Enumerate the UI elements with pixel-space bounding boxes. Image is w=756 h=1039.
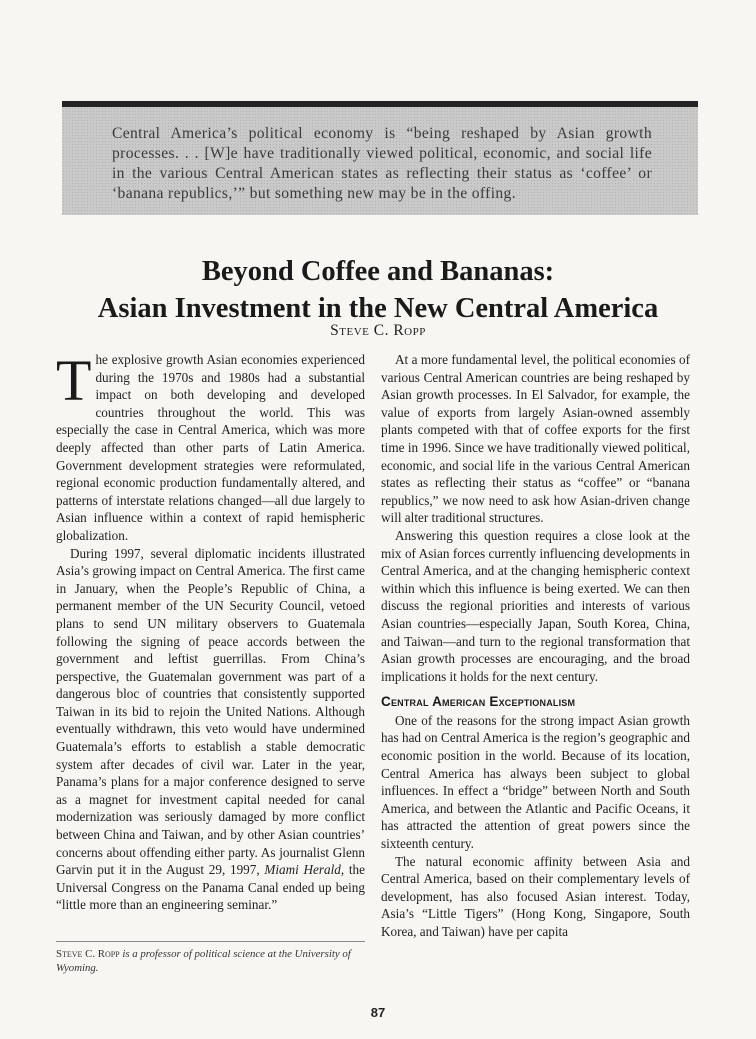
page-number: 87 — [370, 1005, 386, 1020]
paragraph: Answering this question requires a close look at the mix of Asian forces currently influencing developments in Central America, and at the changing hemispheric context within which this influence is being exerted. We can then discuss the regional priorities and interests of various Asian countries—especially Japan, South Korea, China, and Taiwan—and turn to the regional transformation that Asian growth processes are encouraging, and the broad implications it holds for the next century. — [381, 527, 690, 684]
paragraph-text: During 1997, several diplomatic incidents illustrated Asia’s growing impact on Central America. The first came in January, when the People’s Republic of China, a permanent member of the UN Security Council, vetoed plans to send UN military observers to Guatemala following the signing of peace accords between the government and leftist guerrillas. From China’s perspective, the Guatemalan government was part of a dangerous bloc of countries that consistently supported Taiwan in its bid to rejoin the United Nations. Although eventually withdrawn, this veto would have undermined Guatemala’s efforts to establish a stable democratic system after decades of civil war. Later in the year, Panama’s plans for a major conference designed to serve as a magnet for investment capital needed for canal modernization was seriously damaged by more conflict between China and Taiwan, and by other Asian countries’ concerns about offending either party. As journalist Glenn Garvin put it in the August 29, 1997, — [56, 545, 365, 878]
paragraph: The natural economic affinity between Asia and Central America, based on their complementary levels of development, has also focused Asian interest. Today, Asia’s “Little Tigers” (Hong Kong, Singapore, South Korea, and Taiwan) have per capita — [381, 853, 690, 939]
paragraph-text: the Universal Congress on the Panama Canal ended up being “little more than an engineering seminar.” — [56, 862, 366, 913]
paragraph: At a more fundamental level, the political economies of various Central American countries are being reshaped by Asian growth processes. In El Salvador, for example, the value of exports from largely Asian-owned assembly plants competed with that of coffee exports for the first time in 1996. Since we have traditionally viewed political, economic, and social life in the various Central American states as reflecting their status as “coffee” or “banana republics,” we now need to ask how Asian-driven change will alter traditional structures. — [381, 352, 690, 526]
title-line-2: Asian Investment in the New Central America — [97, 293, 659, 324]
right-column — [381, 351, 690, 941]
paragraph-text: he explosive growth Asian economies experienced during the 1970s and 1980s had a substantial impact on both developing and developed countries throughout the world. This was especially the case in Central America, which was more deeply affected than other parts of Latin America. Government development strategies were reformulated, regional economic production fundamentally altered, and patterns of interstate relations changed—all due largely to Asian influence within a context of rapid hemispheric globalization. — [56, 352, 365, 543]
footnote-text: is a professor of political science at the University of Wyoming. — [56, 948, 351, 974]
left-column — [56, 348, 366, 914]
footnote-author-name: Steve C. Ropp — [56, 948, 120, 960]
newspaper-name: Miami Herald, — [264, 862, 345, 878]
paragraph — [56, 545, 365, 914]
pullquote: Central America’s political economy is “being reshaped by Asian growth processes. . . [W]e have traditionally viewed political, economic, and social life in the various Central American states as reflecting their status as ‘coffee’ or ‘banana republics,’” but something new may be in the offing. — [112, 125, 652, 202]
author-footnote — [56, 948, 365, 975]
paragraph — [56, 348, 365, 545]
section-heading: Central American Exceptionalism — [381, 694, 576, 710]
drop-cap: T — [56, 348, 92, 413]
author-byline: Steve C. Ropp — [330, 322, 426, 339]
article-title — [0, 253, 756, 327]
paragraph: One of the reasons for the strong impact Asian growth has had on Central America is the region’s geographic and economic position in the world. Because of its location, Central America has always been subject to global influences. In effect a “bridge” between North and South America, and between the Atlantic and Pacific Oceans, it has attracted the attention of great powers since the sixteenth century. — [381, 712, 690, 852]
footnote-rule — [56, 941, 365, 942]
title-line-1: Beyond Coffee and Bananas: — [201, 256, 555, 287]
